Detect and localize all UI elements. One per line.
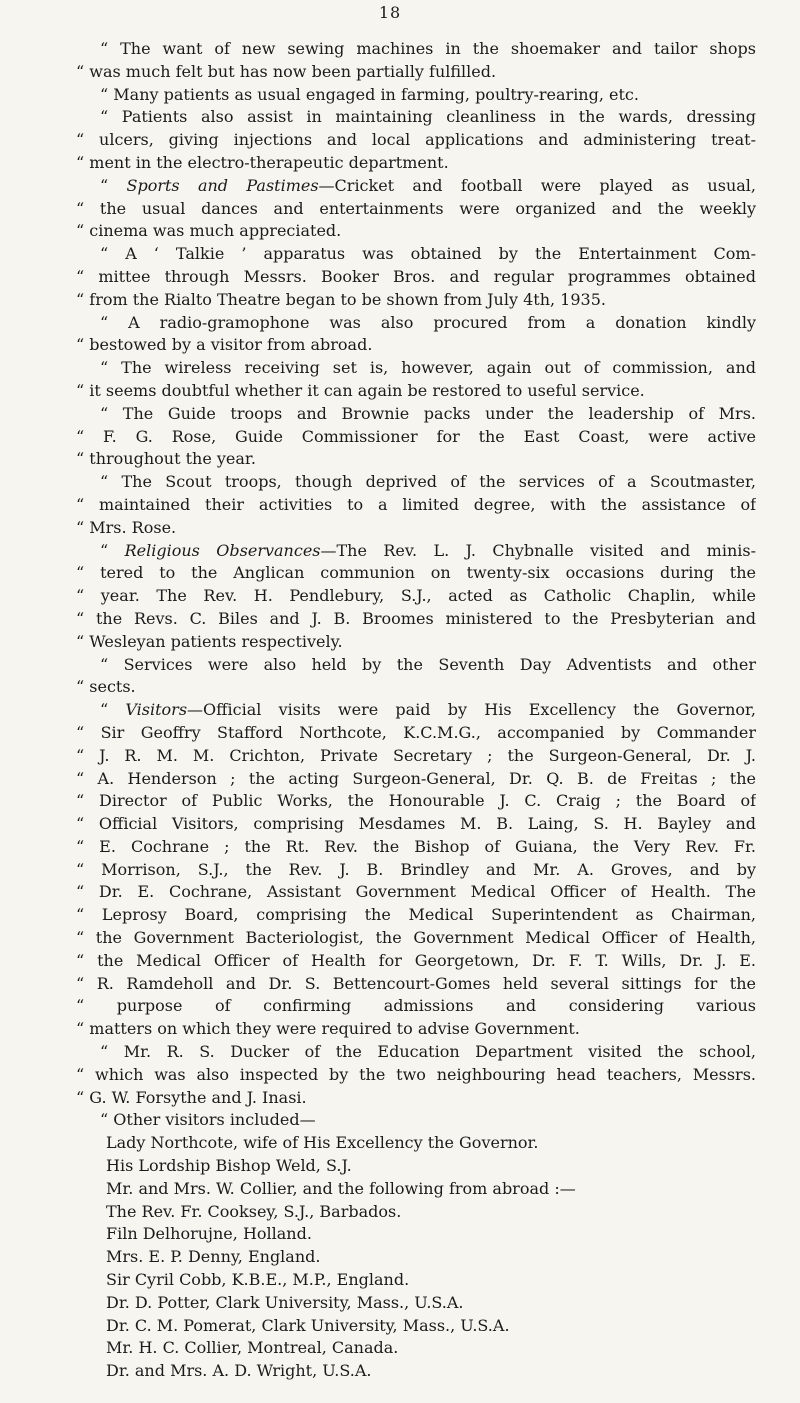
text-line <box>76 950 756 973</box>
visitor-text: Lady Northcote, wife of His Excellency the Governor. <box>106 1133 539 1153</box>
text-line-content: “ Morrison, S.J., the Rev. J. B. Brindley and Mr. A. Groves, and by <box>76 859 756 879</box>
section-heading: Visitors <box>125 700 188 720</box>
text-line-content: “ The wireless receiving set is, however, again out of commission, and <box>100 358 756 378</box>
text-line-content: “ Many patients as usual engaged in farming, poultry-rearing, etc. <box>100 84 639 104</box>
text-line-content: “ Sir Geoffry Stafford Northcote, K.C.M.G., accompanied by Commander <box>76 722 756 742</box>
section-text: —The Rev. L. J. Chybnalle visited and minis- <box>320 540 756 560</box>
visitor-item <box>106 1178 756 1201</box>
text-line <box>76 152 756 175</box>
text-line-content: “ J. R. M. M. Crichton, Private Secretary ; the Surgeon-General, Dr. J. <box>76 745 756 765</box>
text-line-content: “ R. Ramdeholl and Dr. S. Bettencourt-Gomes held several sittings for the <box>76 973 756 993</box>
visitor-item <box>106 1269 756 1292</box>
text-line <box>76 1018 756 1041</box>
visitor-item <box>106 1246 756 1269</box>
text-line <box>76 38 756 61</box>
text-line <box>76 836 756 859</box>
open-quote: “ <box>100 175 127 195</box>
visitor-item <box>106 1132 756 1155</box>
text-line-content: “ maintained their activities to a limited degree, with the assistance of <box>76 494 756 514</box>
visitor-item <box>106 1337 756 1360</box>
text-line <box>76 631 756 654</box>
visitor-text: His Lordship Bishop Weld, S.J. <box>106 1156 352 1176</box>
text-line-content <box>76 699 756 722</box>
text-line <box>76 1041 756 1064</box>
visitor-text: Dr. C. M. Pomerat, Clark University, Mass., U.S.A. <box>106 1315 510 1335</box>
text-line <box>76 1109 756 1132</box>
section-text: —Official visits were paid by His Excellency the Governor, <box>187 700 756 720</box>
text-line <box>76 84 756 107</box>
text-line <box>76 220 756 243</box>
text-line <box>76 380 756 403</box>
text-line-content: “ Dr. E. Cochrane, Assistant Government Medical Officer of Health. The <box>76 882 756 902</box>
text-line-content: “ Patients also assist in maintaining cleanliness in the wards, dressing <box>100 107 756 127</box>
text-line <box>76 357 756 380</box>
text-line-content: “ Director of Public Works, the Honourable J. C. Craig ; the Board of <box>76 791 756 811</box>
paragraph-lines <box>76 38 756 1132</box>
text-line-content: “ from the Rialto Theatre began to be shown from July 4th, 1935. <box>76 289 606 309</box>
text-line-content: “ matters on which they were required to advise Government. <box>76 1019 580 1039</box>
text-line-content: “ G. W. Forsythe and J. Inasi. <box>76 1087 307 1107</box>
text-line <box>76 562 756 585</box>
visitor-item <box>106 1155 756 1178</box>
text-line <box>76 334 756 357</box>
text-line-content: “ A. Henderson ; the acting Surgeon-General, Dr. Q. B. de Freitas ; the <box>76 768 756 788</box>
visitor-item <box>106 1292 756 1315</box>
text-line-content: “ throughout the year. <box>76 449 256 469</box>
text-line <box>76 266 756 289</box>
text-line <box>76 676 756 699</box>
text-line-content: “ the usual dances and entertainments were organized and the weekly <box>76 198 756 218</box>
text-line-content: “ A ‘ Talkie ’ apparatus was obtained by the Entertainment Com- <box>100 244 756 264</box>
open-quote: “ <box>100 540 125 560</box>
text-line <box>76 654 756 677</box>
text-line-content: “ E. Cochrane ; the Rt. Rev. the Bishop of Guiana, the Very Rev. Fr. <box>76 836 756 856</box>
text-line <box>76 973 756 996</box>
text-line-content: “ Wesleyan patients respectively. <box>76 631 343 651</box>
text-line-content: “ The Guide troops and Brownie packs under the leadership of Mrs. <box>100 403 756 423</box>
text-line-content: “ bestowed by a visitor from abroad. <box>76 335 373 355</box>
text-line-content: “ year. The Rev. H. Pendlebury, S.J., acted as Catholic Chaplin, while <box>76 586 756 606</box>
text-line <box>76 471 756 494</box>
text-line <box>76 745 756 768</box>
text-line-content: “ The want of new sewing machines in the shoemaker and tailor shops <box>100 39 756 58</box>
text-line-content: “ Leprosy Board, comprising the Medical Superintendent as Chairman, <box>76 905 756 925</box>
section-text: —Cricket and football were played as usual, <box>318 175 756 195</box>
text-line <box>76 106 756 129</box>
text-line-content: “ ulcers, giving injections and local applications and administering treat- <box>76 130 756 150</box>
text-line <box>76 540 756 563</box>
text-line-content: “ Other visitors included— <box>100 1110 316 1130</box>
visitor-text: Filn Delhorujne, Holland. <box>106 1224 312 1244</box>
text-line-content: “ mittee through Messrs. Booker Bros. and regular programmes obtained <box>76 266 756 286</box>
text-line-content: “ sects. <box>76 677 136 697</box>
visitor-item <box>106 1360 756 1383</box>
text-line-content: “ cinema was much appreciated. <box>76 221 342 241</box>
text-line <box>76 494 756 517</box>
text-line <box>76 995 756 1018</box>
text-line-content: “ the Revs. C. Biles and J. B. Broomes ministered to the Presbyterian and <box>76 608 756 628</box>
text-line-content: “ ment in the electro-therapeutic department. <box>76 152 449 172</box>
text-line <box>76 312 756 335</box>
text-line-content <box>76 540 756 563</box>
text-line-content: “ Services were also held by the Seventh Day Adventists and other <box>100 654 756 674</box>
text-line <box>76 585 756 608</box>
text-line <box>76 927 756 950</box>
text-line <box>76 813 756 836</box>
text-line <box>76 881 756 904</box>
text-line-content: “ which was also inspected by the two neighbouring head teachers, Messrs. <box>76 1064 756 1084</box>
text-line <box>76 243 756 266</box>
text-line-content: “ tered to the Anglican communion on twenty-six occasions during the <box>76 563 756 583</box>
text-line-content: “ purpose of confirming admissions and considering various <box>76 996 756 1016</box>
text-line <box>76 403 756 426</box>
visitor-text: Dr. D. Potter, Clark University, Mass., U.S.A. <box>106 1292 464 1312</box>
text-line <box>76 448 756 471</box>
section-heading: Religious Observances <box>124 540 321 560</box>
text-line <box>76 1087 756 1110</box>
text-line <box>76 904 756 927</box>
text-line <box>76 699 756 722</box>
visitor-text: Mr. and Mrs. W. Collier, and the following from abroad :— <box>106 1178 576 1198</box>
visitor-text: The Rev. Fr. Cooksey, S.J., Barbados. <box>106 1201 402 1221</box>
text-line-content <box>76 175 756 198</box>
text-line-content: “ it seems doubtful whether it can again be restored to useful service. <box>76 380 645 400</box>
text-line <box>76 722 756 745</box>
section-heading: Sports and Pastimes <box>126 175 319 195</box>
text-line <box>76 289 756 312</box>
visitor-item <box>106 1223 756 1246</box>
text-line <box>76 426 756 449</box>
visitor-text: Sir Cyril Cobb, K.B.E., M.P., England. <box>106 1270 410 1290</box>
visitor-item <box>106 1201 756 1224</box>
text-line-content: “ the Medical Officer of Health for Georgetown, Dr. F. T. Wills, Dr. J. E. <box>76 950 756 970</box>
visitor-text: Mrs. E. P. Denny, England. <box>106 1247 321 1267</box>
body-text <box>76 38 756 1383</box>
text-line-content: “ Official Visitors, comprising Mesdames M. B. Laing, S. H. Bayley and <box>76 814 756 834</box>
text-line-content: “ was much felt but has now been partially fulfilled. <box>76 61 497 81</box>
text-line-content: “ Mrs. Rose. <box>76 517 177 537</box>
visitor-text: Mr. H. C. Collier, Montreal, Canada. <box>106 1338 399 1358</box>
text-line <box>76 175 756 198</box>
text-line <box>76 790 756 813</box>
text-line-content: “ Mr. R. S. Ducker of the Education Department visited the school, <box>100 1042 756 1062</box>
text-line <box>76 859 756 882</box>
open-quote: “ <box>100 700 126 720</box>
text-line-content: “ The Scout troops, though deprived of the services of a Scoutmaster, <box>100 472 756 492</box>
text-line <box>76 198 756 221</box>
text-line <box>76 61 756 84</box>
text-line <box>76 768 756 791</box>
text-line <box>76 129 756 152</box>
visitor-item <box>106 1315 756 1338</box>
text-line-content: “ F. G. Rose, Guide Commissioner for the East Coast, were active <box>76 426 756 446</box>
text-line <box>76 608 756 631</box>
text-line <box>76 1064 756 1087</box>
page-number: 18 <box>378 3 402 22</box>
text-line <box>76 517 756 540</box>
visitors-list <box>106 1132 756 1383</box>
text-line-content: “ the Government Bacteriologist, the Government Medical Officer of Health, <box>76 928 756 948</box>
visitor-text: Dr. and Mrs. A. D. Wright, U.S.A. <box>106 1361 372 1381</box>
text-line-content: “ A radio-gramophone was also procured from a donation kindly <box>100 312 756 332</box>
